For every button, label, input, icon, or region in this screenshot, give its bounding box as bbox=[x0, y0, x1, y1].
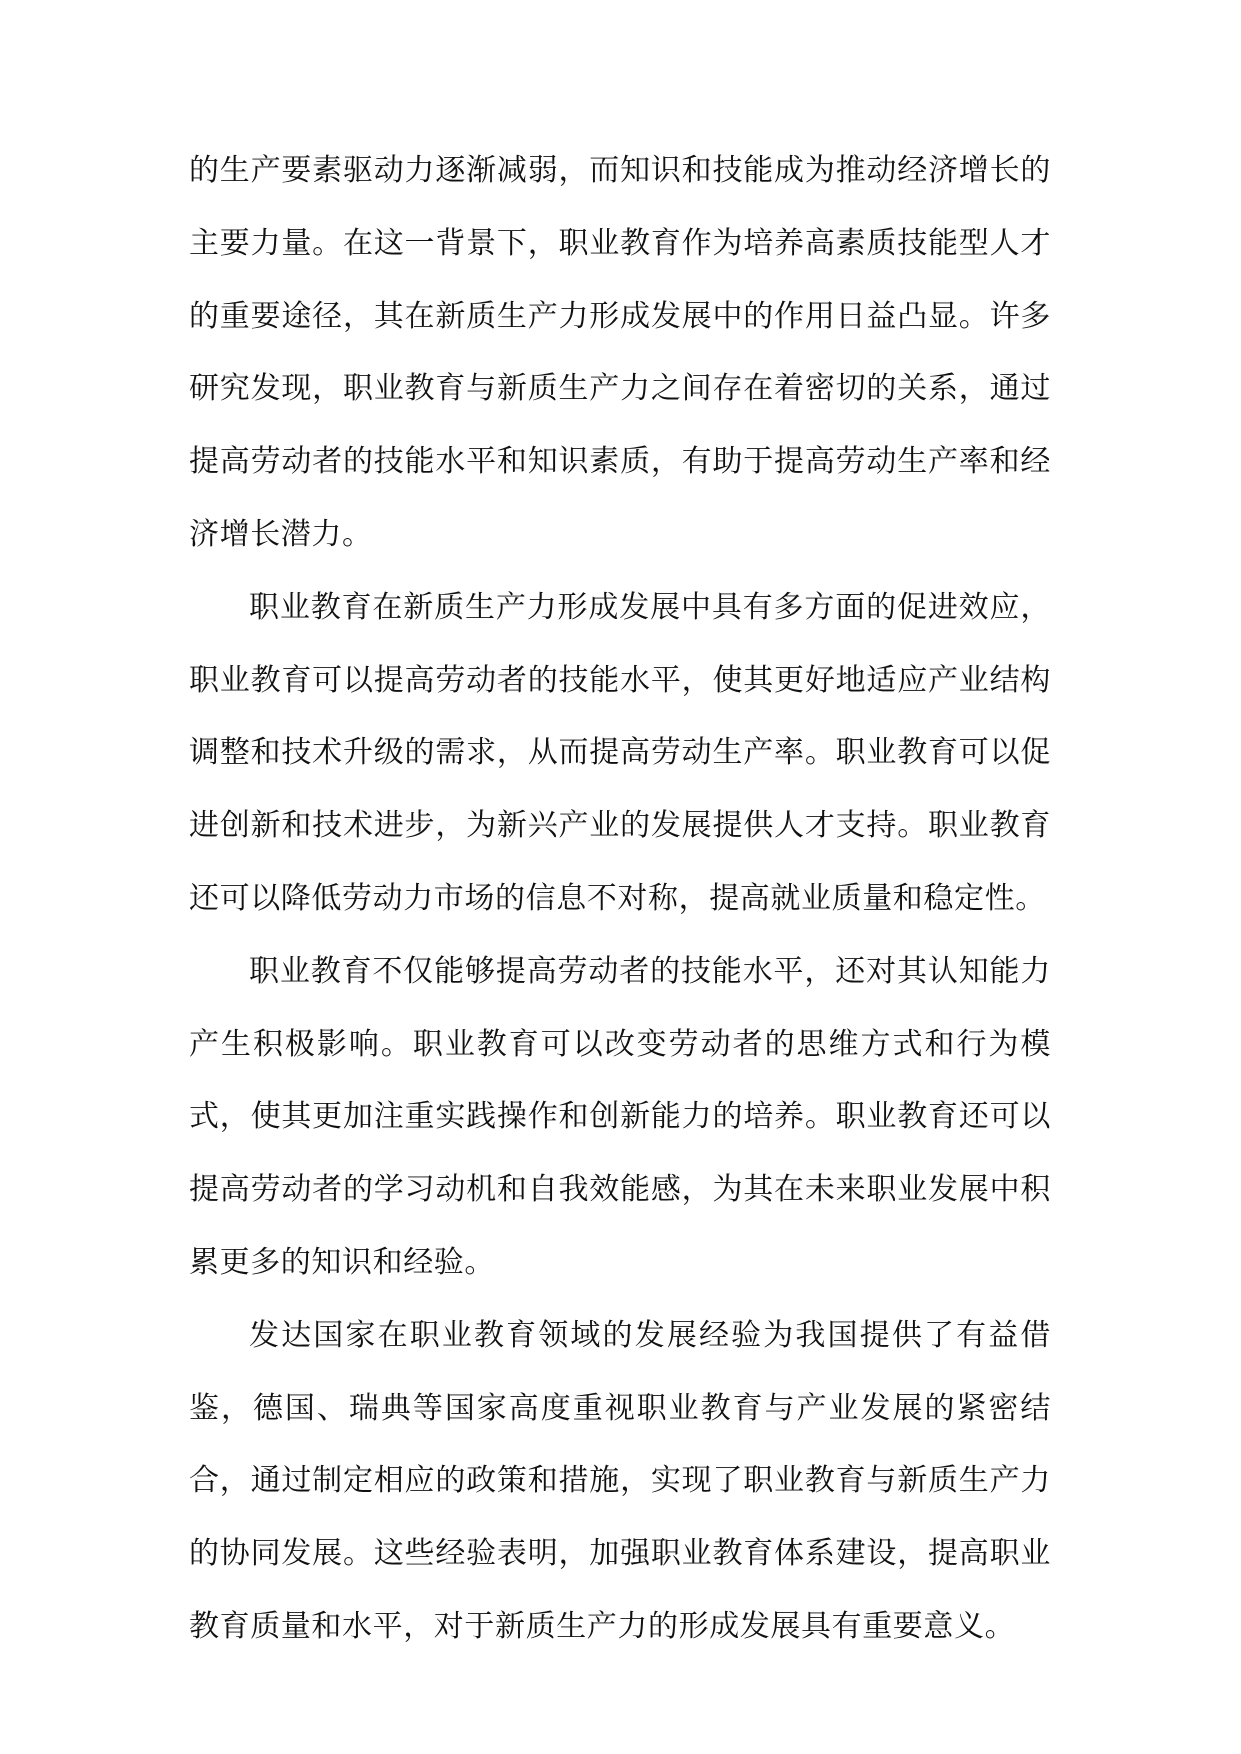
paragraph: 发达国家在职业教育领域的发展经验为我国提供了有益借鉴，德国、瑞典等国家高度重视职业教育与产业发展的紧密结合，通过制定相应的政策和措施，实现了职业教育与新质生产力的协同发展。这些经验表明，加强职业教育体系建设，提高职业教育质量和水平，对于新质生产力的形成发展具有重要意义。 bbox=[189, 1317, 1051, 1644]
paragraph: 职业教育在新质生产力形成发展中具有多方面的促进效应，职业教育可以提高劳动者的技能水平，使其更好地适应产业结构调整和技术升级的需求，从而提高劳动生产率。职业教育可以促进创新和技术进步，为新兴产业的发展提供人才支持。职业教育还可以降低劳动力市场的信息不对称，提高就业质量和稳定性。 bbox=[189, 589, 1051, 916]
paragraph-continued: 的生产要素驱动力逐渐减弱，而知识和技能成为推动经济增长的主要力量。在这一背景下，职业教育作为培养高素质技能型人才的重要途径，其在新质生产力形成发展中的作用日益凸显。许多研究发现，职业教育与新质生产力之间存在着密切的关系，通过提高劳动者的技能水平和知识素质，有助于提高劳动生产率和经济增长潜力。 bbox=[189, 153, 1051, 552]
document-body bbox=[189, 135, 1051, 1664]
paragraph: 职业教育不仅能够提高劳动者的技能水平，还对其认知能力产生积极影响。职业教育可以改变劳动者的思维方式和行为模式，使其更加注重实践操作和创新能力的培养。职业教育还可以提高劳动者的学习动机和自我效能感，为其在未来职业发展中积累更多的知识和经验。 bbox=[189, 953, 1051, 1280]
